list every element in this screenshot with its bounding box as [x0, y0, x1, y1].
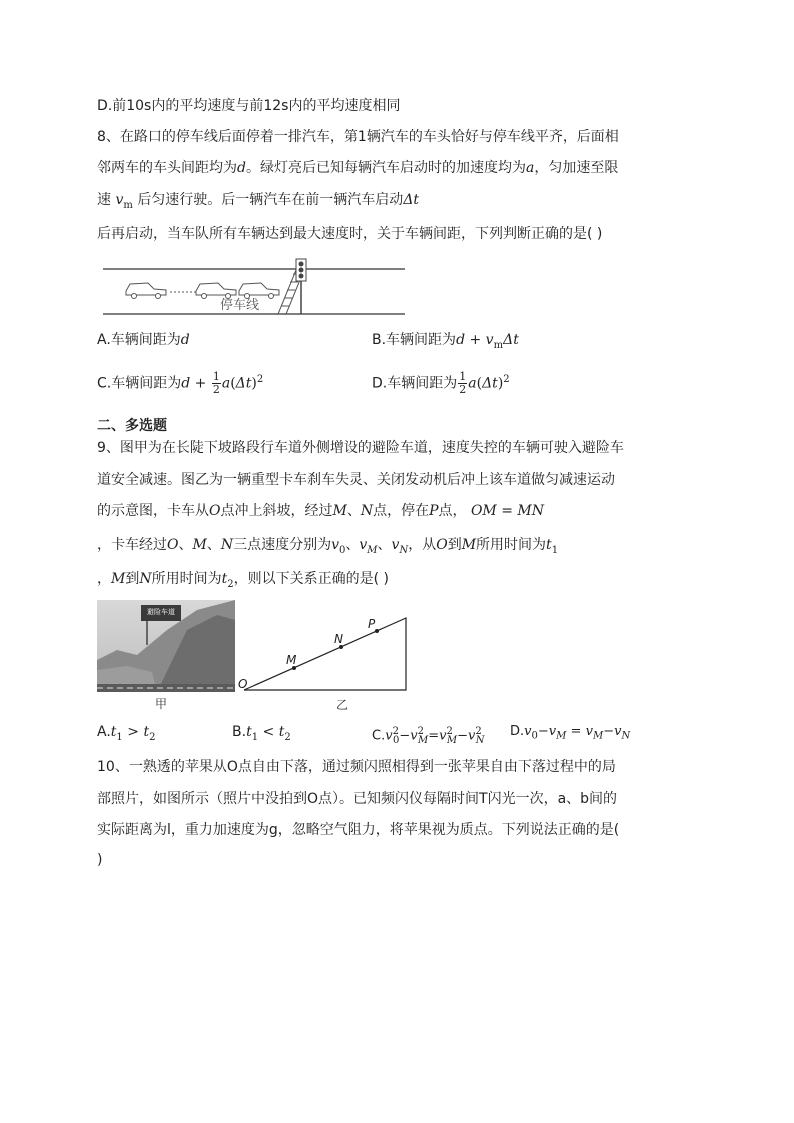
car-icon	[239, 283, 279, 299]
q9-line-2: 道安全减速。图乙为一辆重型卡车刹车失灵、关闭发动机后冲上该车道做匀减速运动	[97, 472, 615, 488]
q9-option-c: $C.v^2_0-v^2_M=v^2_M-v^2_N$	[372, 726, 485, 746]
q10-line-4: )	[97, 852, 103, 868]
q9-line-4: ，卡车经过O、M、N三点速度分别为$v_0$、$v_M$、$v_N$，从O到M所用时间为$t_1$	[97, 537, 559, 556]
q9-photo-jia	[97, 600, 235, 714]
car-icon	[196, 283, 236, 299]
q7-option-d: D.前10s内的平均速度与前12s内的平均速度相同	[97, 98, 401, 114]
q9-option-d: $D.v_0-v_M = v_M-v_N$	[510, 724, 631, 742]
q10-line-1: 10、一熟透的苹果从O点自由下落，通过频闪照相得到一张苹果自由下落过程中的局	[97, 759, 616, 775]
q8-line-4: 后再启动，当车队所有车辆达到最大速度时，关于车辆间距，下列判断正确的是( )	[97, 226, 603, 242]
q10-line-2: 部照片，如图所示（照片中没拍到O点）。已知频闪仪每隔时间T闪光一次，a、b间的	[97, 791, 618, 807]
q8-line-2: 邻两车的车头间距均为d。绿灯亮后已知每辆汽车启动时的加速度均为a，匀加速至限	[97, 160, 619, 176]
q8-option-a: A.车辆间距为d	[97, 332, 190, 348]
q9-line-1: 9、图甲为在长陡下坡路段行车道外侧增设的避险车道，速度失控的车辆可驶入避险车	[97, 440, 624, 456]
q8-line-3: 速 $v_m$ 后匀速行驶。后一辆汽车在前一辆汽车启动Δt	[97, 192, 420, 211]
point-m-label: M	[286, 653, 297, 667]
q9-line-5: ，M到N所用时间为$t_2$，则以下关系正确的是( )	[97, 571, 389, 590]
q10-line-3: 实际距离为l，重力加速度为g，忽略空气阻力，将苹果视为质点。下列说法正确的是(	[97, 822, 620, 838]
section-heading-multi-choice: 二、多选题	[97, 418, 167, 434]
caption-yi: 乙	[335, 698, 349, 712]
point-o-label: O	[238, 677, 248, 691]
q9-slope-diagram	[232, 612, 422, 716]
car-icon	[126, 283, 166, 299]
sign-text: 避险车道	[147, 608, 175, 616]
q8-option-c: C.车辆间距为d + $\frac{1}{2}$ $a(\Delta t)^2$	[97, 370, 264, 397]
caption-jia: 甲	[154, 697, 168, 711]
q9-option-b: $B.t_1 < t_2$	[232, 724, 291, 743]
q9-option-a: $A.t_1 > t_2$	[97, 724, 156, 743]
point-n-label: N	[334, 632, 343, 646]
stop-line-label: 停车线	[220, 298, 260, 313]
q8-line-1: 8、在路口的停车线后面停着一排汽车，第1辆汽车的车头恰好与停车线平齐，后面相	[97, 129, 619, 145]
q8-traffic-figure	[100, 256, 410, 318]
q8-option-d: D.车辆间距为 $\frac{1}{2}$ $a(\Delta t)^2$	[372, 370, 510, 397]
point-p-label: P	[368, 617, 376, 631]
q9-line-3: 的示意图，卡车从O点冲上斜坡，经过M、N点，停在P点， OM = MN	[97, 503, 544, 519]
q8-option-b: B.车辆间距为$d + v_m\Delta t$	[372, 332, 519, 351]
